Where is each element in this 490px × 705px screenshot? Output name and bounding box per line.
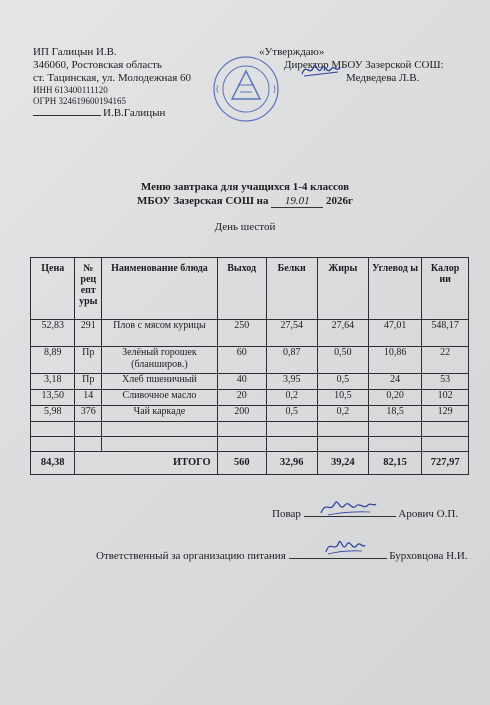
- school-name: МБОУ Зазерская СОШ на: [137, 195, 269, 207]
- menu-table: [30, 257, 469, 475]
- cell-fat: 27,64: [317, 320, 368, 347]
- director-position: Директор МБОУ Зазерской СОШ:: [284, 59, 444, 71]
- cell-output: 40: [217, 374, 266, 390]
- responsible-signature-icon: [322, 536, 368, 558]
- cell-price: 3,18: [31, 374, 75, 390]
- cell-recipe: 14: [75, 390, 102, 406]
- cell-fat: 0,2: [317, 406, 368, 422]
- table-row: [31, 347, 469, 374]
- cell-output: 250: [217, 320, 266, 347]
- cell-price: 52,83: [31, 320, 75, 347]
- inn: ИНН 613400111120: [33, 85, 108, 95]
- approve-label: «Утверждаю»: [259, 46, 325, 58]
- cell-price: 8,89: [31, 347, 75, 374]
- cell-output: 200: [217, 406, 266, 422]
- ogrn: ОГРН 324619600194165: [33, 96, 126, 106]
- table-row: [31, 406, 469, 422]
- cell-protein: 3,95: [266, 374, 317, 390]
- cell-protein: 27,54: [266, 320, 317, 347]
- total-price: 84,38: [31, 452, 75, 475]
- director-name: Медведева Л.В.: [346, 72, 420, 84]
- cell-fat: 0,50: [317, 347, 368, 374]
- table-row: [31, 320, 469, 347]
- cell-output: 20: [217, 390, 266, 406]
- col-header-output: Выход: [217, 258, 266, 320]
- org-name: ИП Галицын И.В.: [33, 46, 117, 58]
- left-signer-name: И.В.Галицын: [103, 107, 166, 119]
- menu-date: 19.01: [271, 195, 323, 208]
- total-carbs: 82,15: [368, 452, 421, 475]
- total-kcal: 727,97: [422, 452, 469, 475]
- col-header-kcal: Калор ии: [422, 258, 469, 320]
- responsible-signature-line: [289, 558, 387, 559]
- cell-carbs: 18,5: [368, 406, 421, 422]
- header-right: [256, 46, 444, 85]
- address-line-2: ст. Тацинская, ул. Молодежная 60: [33, 72, 192, 84]
- cell-kcal: 53: [422, 374, 469, 390]
- cell-protein: 0,2: [266, 390, 317, 406]
- col-header-recipe: № рец епт уры: [75, 258, 102, 320]
- signature-line: [33, 115, 101, 116]
- cell-carbs: 24: [368, 374, 421, 390]
- cell-protein: 0,5: [266, 406, 317, 422]
- col-header-carbs: Углевод ы: [368, 258, 421, 320]
- col-header-price: Цена: [31, 258, 75, 320]
- responsible-label: Ответственный за организацию питания: [96, 550, 286, 562]
- table-header-row: [31, 258, 469, 320]
- day-label: День шестой: [214, 221, 276, 233]
- cell-fat: 0,5: [317, 374, 368, 390]
- cell-output: 60: [217, 347, 266, 374]
- cook-signature-icon: [318, 496, 378, 518]
- table-row-empty: [31, 437, 469, 452]
- cell-carbs: 10,86: [368, 347, 421, 374]
- menu-title: Меню завтрака для учащихся 1-4 классов: [140, 181, 350, 193]
- table-row-empty: [31, 422, 469, 437]
- cell-fat: 10,5: [317, 390, 368, 406]
- left-signer: [33, 107, 191, 120]
- cell-price: 13,50: [31, 390, 75, 406]
- cell-recipe: 376: [75, 406, 102, 422]
- table-total-row: [31, 452, 469, 475]
- director-signature-icon: [300, 60, 342, 80]
- cell-dish: Плов с мясом курицы: [102, 320, 218, 347]
- cell-carbs: 47,01: [368, 320, 421, 347]
- cell-kcal: 129: [422, 406, 469, 422]
- total-label: ИТОГО: [75, 452, 217, 475]
- cell-price: 5,98: [31, 406, 75, 422]
- cook-name: Арович О.П.: [398, 508, 459, 520]
- cell-recipe: Пр: [75, 347, 102, 374]
- cell-recipe: 291: [75, 320, 102, 347]
- total-fat: 39,24: [317, 452, 368, 475]
- cell-recipe: Пр: [75, 374, 102, 390]
- cell-carbs: 0,20: [368, 390, 421, 406]
- table-row: [31, 374, 469, 390]
- cell-protein: 0,87: [266, 347, 317, 374]
- cell-dish: Зелёный горошек (бланширов.): [102, 347, 218, 374]
- menu-year: 2026г: [326, 195, 353, 207]
- col-header-fat: Жиры: [317, 258, 368, 320]
- header-left: [33, 46, 191, 120]
- cell-dish: Хлеб пшеничный: [102, 374, 218, 390]
- cook-label: Повар: [272, 508, 301, 520]
- menu-subtitle: [0, 195, 490, 208]
- address-line-1: 346060, Ростовская область: [33, 59, 162, 71]
- responsible-signature-block: [96, 550, 468, 562]
- cell-dish: Сливочное масло: [102, 390, 218, 406]
- cell-kcal: 102: [422, 390, 469, 406]
- responsible-name: Бурховцова Н.И.: [389, 550, 468, 562]
- cell-kcal: 548,17: [422, 320, 469, 347]
- total-protein: 32,96: [266, 452, 317, 475]
- cell-kcal: 22: [422, 347, 469, 374]
- school-stamp-icon: [212, 55, 280, 123]
- cell-dish: Чай каркаде: [102, 406, 218, 422]
- table-row: [31, 390, 469, 406]
- total-output: 560: [217, 452, 266, 475]
- col-header-dish: Наименование блюда: [102, 258, 218, 320]
- col-header-protein: Белки: [266, 258, 317, 320]
